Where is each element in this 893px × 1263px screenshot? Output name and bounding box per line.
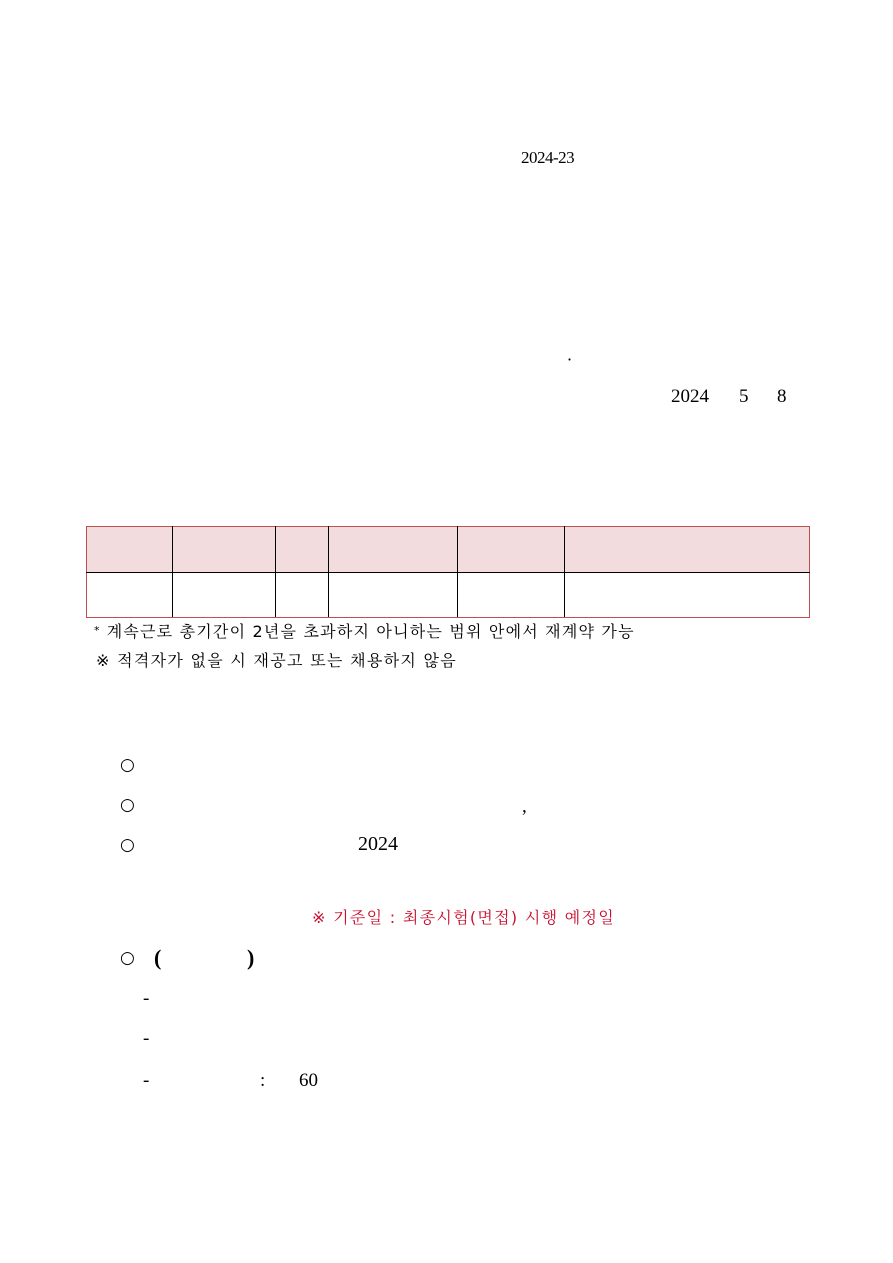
- table-cell: [87, 573, 173, 618]
- date-day: 8: [777, 386, 787, 407]
- circle-bullet-icon: ○: [120, 795, 135, 815]
- date-month: 5: [739, 386, 749, 407]
- table-cell: [275, 573, 328, 618]
- table-cell: [458, 573, 565, 618]
- paren-open: (: [154, 945, 162, 970]
- table-header-cell: [172, 527, 275, 573]
- table-cell: [172, 573, 275, 618]
- contract-renewal-text: 계속근로 총기간이 2년을 초과하지 아니하는 범위 안에서 재계약 가능: [106, 622, 635, 641]
- age-number: 60: [299, 1070, 318, 1091]
- no-qualified-note: ※ 적격자가 없을 시 재공고 또는 채용하지 않음: [96, 651, 458, 670]
- recruitment-table: [86, 526, 810, 618]
- contract-renewal-note: [94, 619, 635, 642]
- qualification-year: 2024: [358, 833, 398, 855]
- comma-mark: ,: [522, 796, 527, 817]
- dash-bullet: -: [143, 1070, 150, 1091]
- notice-number: 2024-23: [521, 148, 575, 167]
- base-date-note: ※ 기준일 : 최종시험(면접) 시행 예정일: [312, 908, 615, 927]
- table-header-cell: [87, 527, 173, 573]
- middle-dot: ·: [567, 350, 573, 369]
- paren-close: ): [247, 945, 255, 970]
- date-year: 2024: [671, 386, 709, 407]
- circle-bullet-icon: ○: [120, 835, 135, 855]
- table-header-cell: [275, 527, 328, 573]
- table-header-cell: [565, 527, 810, 573]
- dash-bullet: -: [143, 988, 150, 1009]
- circle-bullet-icon: ○: [120, 948, 135, 968]
- table-header-cell: [328, 527, 458, 573]
- table-header-row: [87, 527, 810, 573]
- circle-bullet-icon: ○: [120, 755, 135, 775]
- table-cell: [565, 573, 810, 618]
- table-row: [87, 573, 810, 618]
- dash-bullet: -: [143, 1028, 150, 1049]
- table-header-cell: [458, 527, 565, 573]
- table-cell: [328, 573, 458, 618]
- colon-mark: :: [260, 1070, 266, 1091]
- asterisk-mark: *: [94, 624, 101, 637]
